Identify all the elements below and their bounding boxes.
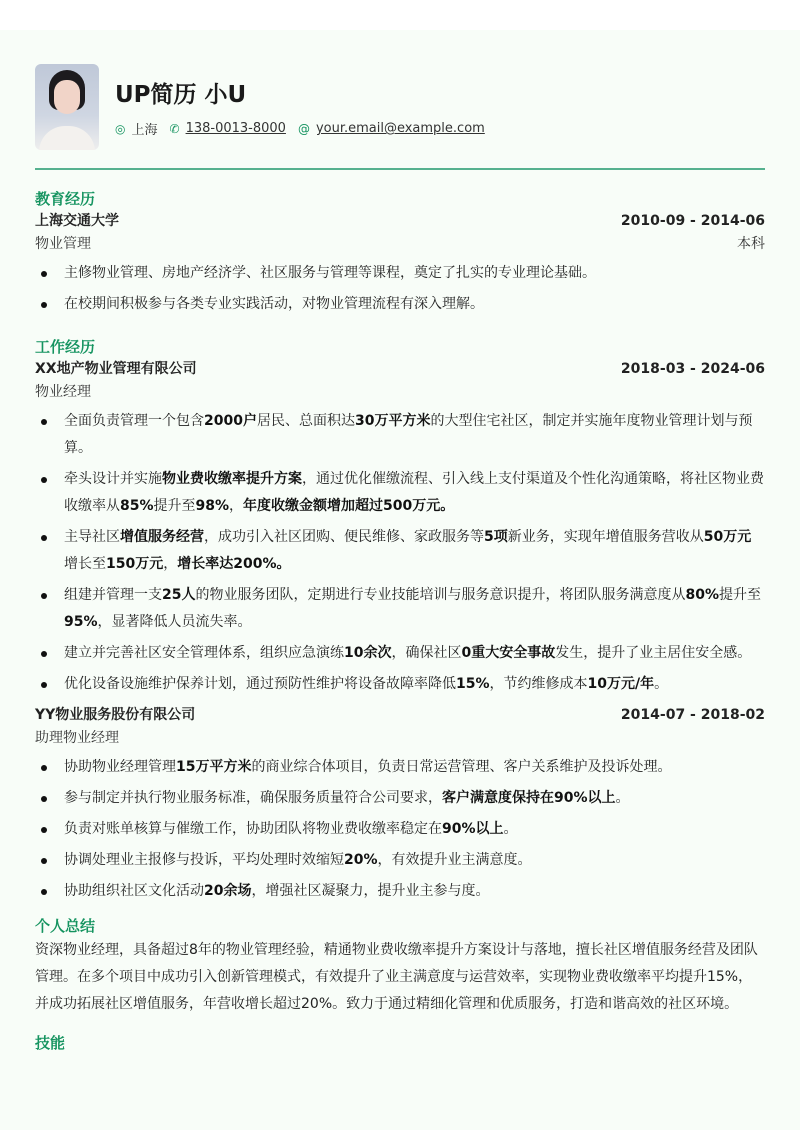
company-name: YY物业服务股份有限公司 <box>35 707 196 723</box>
bullet-text: ，增强社区凝聚力，提升业主参与度。 <box>251 883 490 899</box>
highlight-text: 80% <box>685 587 719 603</box>
bullet-item <box>35 785 765 812</box>
job-entry <box>35 704 765 905</box>
highlight-text: 2000户 <box>204 413 257 429</box>
profile-photo <box>35 64 99 150</box>
section-title-work: 工作经历 <box>35 338 96 356</box>
bullet-text: ，有效提升业主满意度。 <box>377 852 532 868</box>
job-role: 助理物业经理 <box>35 730 119 746</box>
bullet-text: ，确保社区 <box>391 645 462 661</box>
highlight-text: 20余场 <box>204 883 252 899</box>
highlight-text: 15万平方米 <box>176 759 252 775</box>
highlight-text: 15% <box>456 676 490 692</box>
resume-header <box>35 64 765 150</box>
job-bullets <box>35 754 765 905</box>
bullet-text: 参与制定并执行物业服务标准，确保服务质量符合公司要求， <box>64 790 442 806</box>
bullet-item <box>35 582 765 636</box>
highlight-text: 0重大安全事故 <box>461 645 556 661</box>
bullet-text: 协助物业经理管理 <box>64 759 176 775</box>
bullet-text: 的商业综合体项目，负责日常运营管理、客户关系维护及投诉处理。 <box>251 759 672 775</box>
highlight-text: 150万元 <box>106 556 164 572</box>
top-band <box>0 0 800 30</box>
header-divider <box>35 168 765 170</box>
bullet-text: 牵头设计并实施 <box>64 471 162 487</box>
highlight-text: 30万平方米 <box>354 413 431 429</box>
major: 物业管理 <box>35 236 91 252</box>
highlight-text: 10万元/年 <box>587 676 655 692</box>
bullet-item <box>35 671 765 698</box>
location-pin-icon: ◎ <box>115 121 126 136</box>
education-dates: 2010-09 - 2014-06 <box>620 213 765 229</box>
resume-page <box>35 64 765 1054</box>
section-title-summary: 个人总结 <box>35 917 96 935</box>
bullet-item <box>35 408 765 462</box>
highlight-text: 增长率达200%。 <box>177 556 291 572</box>
bullet-item <box>35 754 765 781</box>
degree: 本科 <box>737 236 765 252</box>
education-bullets <box>35 260 765 318</box>
bullet-text: 建立并完善社区安全管理体系，组织应急演练 <box>64 645 344 661</box>
email-link[interactable]: your.email@example.com <box>315 121 485 136</box>
candidate-name: UP简历 小U <box>115 82 247 108</box>
bullet-text: 主导社区 <box>64 529 120 545</box>
highlight-text: 客户满意度保持在90%以上 <box>442 790 616 806</box>
phone-link[interactable]: 138-0013-8000 <box>185 121 286 136</box>
highlight-text: 物业费收缴率提升方案 <box>162 471 302 487</box>
contact-info <box>115 119 497 138</box>
bullet-item <box>35 524 765 578</box>
bullet-item <box>35 291 765 318</box>
bullet-text: 在校期间积极参与各类专业实践活动，对物业管理流程有深入理解。 <box>64 296 484 312</box>
highlight-text: 98% <box>195 498 230 514</box>
bullet-text: 提升至 <box>153 498 196 514</box>
bullet-text: 的物业服务团队，定期进行专业技能培训与服务意识提升，将团队服务满意度从 <box>195 587 686 603</box>
bullet-item <box>35 878 765 905</box>
job-bullets <box>35 408 765 698</box>
job-entry <box>35 358 765 698</box>
bullet-text: 提升至 <box>719 587 761 603</box>
section-title-skills: 技能 <box>35 1034 66 1052</box>
highlight-text: 10余次 <box>344 645 392 661</box>
bullet-text: ， <box>163 556 178 572</box>
bullet-text: 协助组织社区文化活动 <box>64 883 204 899</box>
bullet-text: ，节约维修成本 <box>489 676 588 692</box>
job-role: 物业经理 <box>35 384 91 400</box>
highlight-text: 增值服务经营 <box>120 529 204 545</box>
bullet-item <box>35 847 765 874</box>
highlight-text: 95% <box>64 614 98 630</box>
bullet-text: ，成功引入社区团购、便民维修、家政服务等 <box>204 529 484 545</box>
bullet-text: 居民、总面积达 <box>256 413 355 429</box>
school-name: 上海交通大学 <box>35 213 119 229</box>
location: 上海 <box>131 123 158 138</box>
highlight-text: 5项 <box>484 529 508 545</box>
bullet-text: 。 <box>654 676 669 692</box>
highlight-text: 90%以上 <box>442 821 504 837</box>
bullet-text: 。 <box>615 790 630 806</box>
job-dates: 2018-03 - 2024-06 <box>620 361 765 377</box>
highlight-text: 年度收缴金额增加超过500万元。 <box>243 498 455 514</box>
bullet-item <box>35 816 765 843</box>
bullet-text: 协调处理业主报修与投诉，平均处理时效缩短 <box>64 852 344 868</box>
bullet-text: 的大型住宅社区，制定并实施年度物业管理计划与预算。 <box>64 413 753 456</box>
bullet-text: ，通过优化催缴流程、引入线上支付渠道及个性化沟通策略，将社区物业费收缴率从 <box>64 471 764 514</box>
bullet-text: 全面负责管理一个包含 <box>64 413 204 429</box>
job-dates: 2014-07 - 2018-02 <box>620 707 765 723</box>
bullet-text: ， <box>229 498 244 514</box>
bullet-text: 主修物业管理、房地产经济学、社区服务与管理等课程，奠定了扎实的专业理论基础。 <box>64 265 596 281</box>
email-icon: @ <box>297 121 310 136</box>
summary-text: 资深物业经理，具备超过8年的物业管理经验，精通物业费收缴率提升方案设计与落地，擅长社区增值服务经营及团队管理。在多个项目中成功引入创新管理模式，有效提升了业主满意度与运营效率，实现物业费收缴率平均提升15%，并成功拓展社区增值服务，年营收增长超过20%。致力于通过精细化管理和优质服务，打造和谐高效的社区环境。 <box>35 942 758 1012</box>
bullet-item <box>35 260 765 287</box>
bullet-text: ，显著降低人员流失率。 <box>97 614 252 630</box>
highlight-text: 85% <box>120 498 154 514</box>
bullet-text: 发生，提升了业主居住安全感。 <box>555 645 752 661</box>
bullet-text: 优化设备设施维护保养计划，通过预防性维护将设备故障率降低 <box>64 676 456 692</box>
bullet-text: 负责对账单核算与催缴工作，协助团队将物业费收缴率稳定在 <box>64 821 442 837</box>
highlight-text: 50万元 <box>703 529 752 545</box>
bullet-text: 增长至 <box>64 556 106 572</box>
highlight-text: 25人 <box>162 587 196 603</box>
highlight-text: 20% <box>344 852 378 868</box>
bullet-item <box>35 466 765 520</box>
bullet-text: 新业务，实现年增值服务营收从 <box>507 529 704 545</box>
bullet-item <box>35 640 765 667</box>
section-title-education: 教育经历 <box>35 190 96 208</box>
bullet-text: 。 <box>503 821 518 837</box>
phone-icon: ✆ <box>169 121 180 136</box>
company-name: XX地产物业管理有限公司 <box>35 361 197 377</box>
bullet-text: 组建并管理一支 <box>64 587 162 603</box>
